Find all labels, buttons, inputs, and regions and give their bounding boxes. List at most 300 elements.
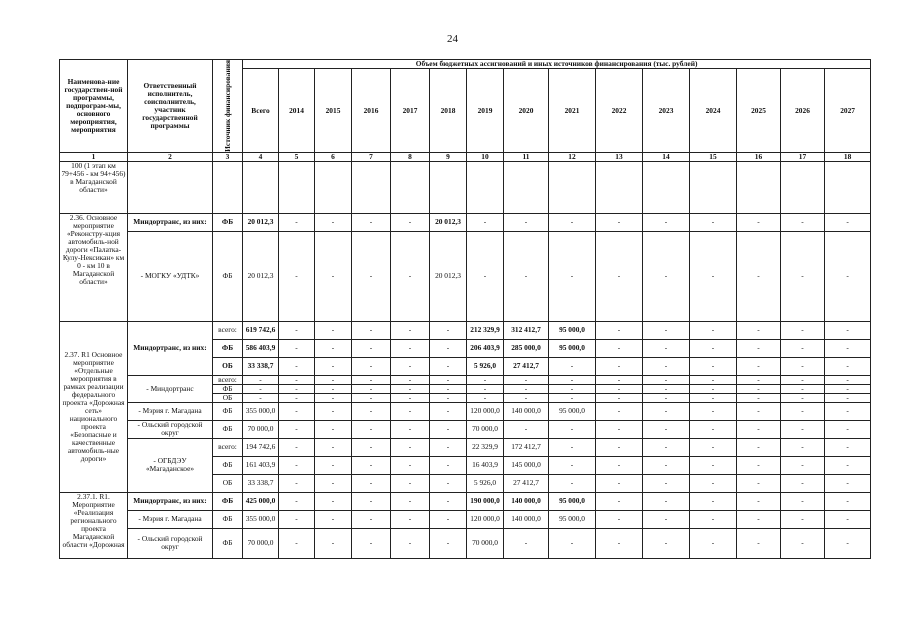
- dash: -: [352, 339, 391, 357]
- source: ОБ: [213, 357, 243, 375]
- header-year: 2025: [737, 69, 781, 152]
- dash: -: [391, 528, 430, 558]
- value-2018: 20 012,3: [430, 231, 467, 321]
- value-total: 194 742,6: [243, 438, 279, 456]
- dash: -: [781, 528, 825, 558]
- dash: -: [391, 357, 430, 375]
- cell-empty: [596, 161, 643, 213]
- dash: -: [504, 213, 549, 231]
- dash: -: [467, 375, 504, 384]
- dash: -: [781, 510, 825, 528]
- dash: -: [549, 456, 596, 474]
- dash: -: [690, 375, 737, 384]
- dash: -: [781, 393, 825, 402]
- dash: -: [352, 393, 391, 402]
- dash: -: [825, 438, 871, 456]
- dash: -: [279, 384, 315, 393]
- dash: -: [391, 492, 430, 510]
- value-2020: 140 000,0: [504, 492, 549, 510]
- header-year: 2018: [430, 69, 467, 152]
- dash: -: [690, 438, 737, 456]
- dash: -: [315, 438, 352, 456]
- col-number: 16: [737, 152, 781, 161]
- dash: -: [391, 456, 430, 474]
- dash: -: [825, 474, 871, 492]
- dash: -: [825, 231, 871, 321]
- dash: -: [391, 474, 430, 492]
- value-total: 586 403,9: [243, 339, 279, 357]
- dash: -: [737, 375, 781, 384]
- dash: -: [737, 402, 781, 420]
- dash: -: [643, 384, 690, 393]
- dash: -: [315, 213, 352, 231]
- dash: -: [430, 420, 467, 438]
- dash: -: [690, 474, 737, 492]
- dash: -: [690, 321, 737, 339]
- dash: -: [690, 456, 737, 474]
- value-2019: 212 329,9: [467, 321, 504, 339]
- dash: -: [690, 492, 737, 510]
- dash: -: [690, 510, 737, 528]
- dash: -: [596, 393, 643, 402]
- dash: -: [352, 321, 391, 339]
- header-name: Наименова-ние государствен-ной программы, подпрограм-мы, основного мероприятия, мероприятия: [60, 60, 128, 153]
- dash: -: [596, 474, 643, 492]
- dash: -: [825, 321, 871, 339]
- dash: -: [315, 393, 352, 402]
- dash: -: [781, 231, 825, 321]
- responsible: - Ольский городской округ: [128, 528, 213, 558]
- col-number: 5: [279, 152, 315, 161]
- source: ФБ: [213, 384, 243, 393]
- dash: -: [504, 375, 549, 384]
- value-2019: 5 926,0: [467, 357, 504, 375]
- dash: -: [596, 420, 643, 438]
- cell-empty: [430, 161, 467, 213]
- dash: -: [781, 438, 825, 456]
- dash: -: [690, 213, 737, 231]
- dash: -: [315, 321, 352, 339]
- cell-empty: [825, 161, 871, 213]
- dash: -: [504, 384, 549, 393]
- dash: -: [352, 213, 391, 231]
- dash: -: [781, 357, 825, 375]
- value-2021: 95 000,0: [549, 339, 596, 357]
- responsible: - Мэрия г. Магадана: [128, 510, 213, 528]
- dash: -: [737, 213, 781, 231]
- value-total: 619 742,6: [243, 321, 279, 339]
- dash: -: [391, 339, 430, 357]
- source: всего:: [213, 438, 243, 456]
- dash: -: [315, 420, 352, 438]
- dash: -: [430, 375, 467, 384]
- value-2019: 16 403,9: [467, 456, 504, 474]
- dash: -: [352, 420, 391, 438]
- dash: -: [781, 384, 825, 393]
- dash: -: [430, 492, 467, 510]
- dash: -: [781, 456, 825, 474]
- value-total: 33 338,7: [243, 474, 279, 492]
- dash: -: [504, 420, 549, 438]
- header-year: 2017: [391, 69, 430, 152]
- value-2020: 27 412,7: [504, 474, 549, 492]
- value-total: 161 403,9: [243, 456, 279, 474]
- dash: -: [352, 528, 391, 558]
- dash: -: [596, 213, 643, 231]
- dash: -: [643, 321, 690, 339]
- dash: -: [825, 357, 871, 375]
- dash: -: [279, 375, 315, 384]
- dash: -: [781, 420, 825, 438]
- dash: -: [279, 357, 315, 375]
- col-number: 3: [213, 152, 243, 161]
- dash: -: [549, 357, 596, 375]
- dash: -: [352, 456, 391, 474]
- dash: -: [596, 510, 643, 528]
- dash: -: [690, 420, 737, 438]
- source: ФБ: [213, 213, 243, 231]
- dash: -: [430, 393, 467, 402]
- value-total: 20 012,3: [243, 213, 279, 231]
- dash: -: [596, 438, 643, 456]
- dash: -: [352, 402, 391, 420]
- responsible: - МОГКУ «УДТК»: [128, 231, 213, 321]
- dash: -: [315, 357, 352, 375]
- value-2020: 140 000,0: [504, 510, 549, 528]
- dash: -: [430, 438, 467, 456]
- col-number: 15: [690, 152, 737, 161]
- dash: -: [781, 213, 825, 231]
- header-year: 2024: [690, 69, 737, 152]
- dash: -: [781, 321, 825, 339]
- source: ФБ: [213, 231, 243, 321]
- dash: -: [737, 384, 781, 393]
- value-total: 70 000,0: [243, 420, 279, 438]
- dash: -: [430, 510, 467, 528]
- dash: -: [643, 213, 690, 231]
- col-number: 6: [315, 152, 352, 161]
- responsible: - Миндортранс: [128, 375, 213, 402]
- page-number: 24: [447, 33, 458, 45]
- cell-empty: [315, 161, 352, 213]
- dash: -: [825, 528, 871, 558]
- header-year: 2021: [549, 69, 596, 152]
- cell-empty: [467, 161, 504, 213]
- dash: -: [279, 492, 315, 510]
- source: ФБ: [213, 528, 243, 558]
- source: ОБ: [213, 474, 243, 492]
- col-number: 12: [549, 152, 596, 161]
- dash: -: [643, 474, 690, 492]
- dash: -: [825, 492, 871, 510]
- col-number: 13: [596, 152, 643, 161]
- value-2019: 22 329,9: [467, 438, 504, 456]
- cell-empty: [279, 161, 315, 213]
- header-source: [213, 60, 243, 153]
- source: ОБ: [213, 393, 243, 402]
- dash: -: [825, 339, 871, 357]
- col-number: 14: [643, 152, 690, 161]
- cell-empty: [643, 161, 690, 213]
- dash: -: [690, 339, 737, 357]
- dash: -: [243, 375, 279, 384]
- dash: -: [467, 231, 504, 321]
- dash: -: [430, 321, 467, 339]
- value-2019: 190 000,0: [467, 492, 504, 510]
- col-number: 4: [243, 152, 279, 161]
- dash: -: [596, 384, 643, 393]
- dash: -: [549, 213, 596, 231]
- dash: -: [737, 357, 781, 375]
- dash: -: [643, 339, 690, 357]
- dash: -: [825, 393, 871, 402]
- responsible: - Мэрия г. Магадана: [128, 402, 213, 420]
- value-2019: 5 926,0: [467, 474, 504, 492]
- dash: -: [737, 474, 781, 492]
- dash: -: [315, 231, 352, 321]
- responsible: Миндортранс, из них:: [128, 213, 213, 231]
- col-number: 1: [60, 152, 128, 161]
- source: ФБ: [213, 339, 243, 357]
- dash: -: [825, 456, 871, 474]
- dash: -: [243, 384, 279, 393]
- dash: -: [643, 402, 690, 420]
- row-name: 100 (1 этап км 79+456 - км 94+456) в Магаданской области»: [60, 161, 128, 213]
- dash: -: [352, 492, 391, 510]
- dash: -: [643, 492, 690, 510]
- value-2020: 140 000,0: [504, 402, 549, 420]
- header-year: 2019: [467, 69, 504, 152]
- col-number: 2: [128, 152, 213, 161]
- dash: -: [391, 438, 430, 456]
- cell-empty: [549, 161, 596, 213]
- dash: -: [279, 402, 315, 420]
- dash: -: [781, 375, 825, 384]
- header-year: 2026: [781, 69, 825, 152]
- source: ФБ: [213, 456, 243, 474]
- dash: -: [352, 384, 391, 393]
- value-total: 355 000,0: [243, 510, 279, 528]
- dash: -: [596, 321, 643, 339]
- dash: -: [430, 456, 467, 474]
- dash: -: [643, 528, 690, 558]
- dash: -: [391, 384, 430, 393]
- value-2020: 285 000,0: [504, 339, 549, 357]
- dash: -: [279, 420, 315, 438]
- dash: -: [825, 384, 871, 393]
- dash: -: [504, 528, 549, 558]
- dash: -: [690, 384, 737, 393]
- cell-empty: [352, 161, 391, 213]
- dash: -: [279, 474, 315, 492]
- dash: -: [352, 357, 391, 375]
- row-name: 2.36. Основное мероприятие «Реконстру-кция автомобиль-ной дороги «Палатка-Кулу-Нексикан» км 0 - км 10 в Магаданской области»: [60, 213, 128, 321]
- dash: -: [690, 393, 737, 402]
- header-responsible: Ответственный исполнитель, соисполнитель, участник государственной программы: [128, 60, 213, 153]
- value-total: 33 338,7: [243, 357, 279, 375]
- dash: -: [391, 321, 430, 339]
- value-2021: 95 000,0: [549, 510, 596, 528]
- dash: -: [643, 375, 690, 384]
- value-2020: 27 412,7: [504, 357, 549, 375]
- header-source-text: Источник финансирования: [222, 60, 232, 152]
- dash: -: [430, 357, 467, 375]
- dash: -: [643, 510, 690, 528]
- value-2021: 95 000,0: [549, 402, 596, 420]
- dash: -: [279, 438, 315, 456]
- dash: -: [315, 510, 352, 528]
- dash: -: [737, 528, 781, 558]
- dash: -: [549, 438, 596, 456]
- dash: -: [549, 420, 596, 438]
- dash: -: [549, 393, 596, 402]
- dash: -: [825, 420, 871, 438]
- cell-empty: [737, 161, 781, 213]
- dash: -: [825, 402, 871, 420]
- dash: -: [352, 510, 391, 528]
- value-2019: 120 000,0: [467, 402, 504, 420]
- source: ФБ: [213, 492, 243, 510]
- dash: -: [781, 339, 825, 357]
- dash: -: [737, 492, 781, 510]
- cell-empty: [391, 161, 430, 213]
- dash: -: [737, 339, 781, 357]
- dash: -: [596, 492, 643, 510]
- dash: -: [391, 213, 430, 231]
- col-number: 10: [467, 152, 504, 161]
- value-2020: 312 412,7: [504, 321, 549, 339]
- header-volume: Объем бюджетных ассигнований и иных источников финансирования (тыс. рублей): [243, 60, 871, 69]
- value-2019: 70 000,0: [467, 420, 504, 438]
- dash: -: [643, 438, 690, 456]
- responsible: - ОГБДЭУ «Магаданское»: [128, 438, 213, 492]
- header-year: 2027: [825, 69, 871, 152]
- dash: -: [391, 420, 430, 438]
- dash: -: [315, 402, 352, 420]
- dash: -: [467, 393, 504, 402]
- value-total: 425 000,0: [243, 492, 279, 510]
- dash: -: [825, 375, 871, 384]
- responsible: - Ольский городской округ: [128, 420, 213, 438]
- dash: -: [430, 339, 467, 357]
- dash: -: [279, 339, 315, 357]
- dash: -: [596, 231, 643, 321]
- dash: -: [243, 393, 279, 402]
- dash: -: [391, 510, 430, 528]
- dash: -: [315, 456, 352, 474]
- source: ФБ: [213, 510, 243, 528]
- dash: -: [825, 510, 871, 528]
- source: всего:: [213, 321, 243, 339]
- dash: -: [504, 393, 549, 402]
- dash: -: [279, 321, 315, 339]
- source: всего:: [213, 375, 243, 384]
- dash: -: [596, 402, 643, 420]
- value-2019: 206 403,9: [467, 339, 504, 357]
- dash: -: [549, 528, 596, 558]
- dash: -: [737, 321, 781, 339]
- dash: -: [549, 474, 596, 492]
- header-year: 2014: [279, 69, 315, 152]
- dash: -: [391, 393, 430, 402]
- dash: -: [781, 492, 825, 510]
- header-year: 2022: [596, 69, 643, 152]
- header-year: 2020: [504, 69, 549, 152]
- value-total: 20 012,3: [243, 231, 279, 321]
- funding-table: [59, 59, 871, 559]
- cell-empty: [504, 161, 549, 213]
- dash: -: [690, 357, 737, 375]
- row-name: 2.37.1. R1. Мероприятие «Реализация регионального проекта Магаданской области «Дорожная: [60, 492, 128, 558]
- dash: -: [430, 384, 467, 393]
- dash: -: [643, 393, 690, 402]
- dash: -: [279, 393, 315, 402]
- col-number: 9: [430, 152, 467, 161]
- dash: -: [643, 456, 690, 474]
- dash: -: [737, 420, 781, 438]
- dash: -: [315, 528, 352, 558]
- dash: -: [391, 375, 430, 384]
- dash: -: [315, 384, 352, 393]
- source: ФБ: [213, 420, 243, 438]
- dash: -: [690, 402, 737, 420]
- col-number: 11: [504, 152, 549, 161]
- dash: -: [549, 384, 596, 393]
- cell-empty: [213, 161, 243, 213]
- dash: -: [352, 438, 391, 456]
- dash: -: [430, 474, 467, 492]
- dash: -: [643, 357, 690, 375]
- value-2020: 145 000,0: [504, 456, 549, 474]
- value-2018: 20 012,3: [430, 213, 467, 231]
- cell-empty: [690, 161, 737, 213]
- dash: -: [430, 528, 467, 558]
- value-2021: 95 000,0: [549, 492, 596, 510]
- value-2019: 70 000,0: [467, 528, 504, 558]
- dash: -: [315, 492, 352, 510]
- dash: -: [279, 528, 315, 558]
- dash: -: [352, 474, 391, 492]
- dash: -: [596, 375, 643, 384]
- cell-empty: [781, 161, 825, 213]
- dash: -: [737, 510, 781, 528]
- dash: -: [737, 231, 781, 321]
- header-year: 2016: [352, 69, 391, 152]
- dash: -: [643, 420, 690, 438]
- col-number: 18: [825, 152, 871, 161]
- dash: -: [467, 213, 504, 231]
- cell-empty: [128, 161, 213, 213]
- dash: -: [690, 528, 737, 558]
- value-2020: 172 412,7: [504, 438, 549, 456]
- dash: -: [596, 357, 643, 375]
- dash: -: [279, 456, 315, 474]
- value-total: 70 000,0: [243, 528, 279, 558]
- value-2019: 120 000,0: [467, 510, 504, 528]
- dash: -: [279, 231, 315, 321]
- dash: -: [781, 474, 825, 492]
- dash: -: [467, 384, 504, 393]
- dash: -: [825, 213, 871, 231]
- value-2021: 95 000,0: [549, 321, 596, 339]
- dash: -: [504, 231, 549, 321]
- responsible: Миндортранс, из них:: [128, 492, 213, 510]
- dash: -: [352, 375, 391, 384]
- dash: -: [315, 474, 352, 492]
- dash: -: [737, 456, 781, 474]
- dash: -: [391, 231, 430, 321]
- dash: -: [596, 528, 643, 558]
